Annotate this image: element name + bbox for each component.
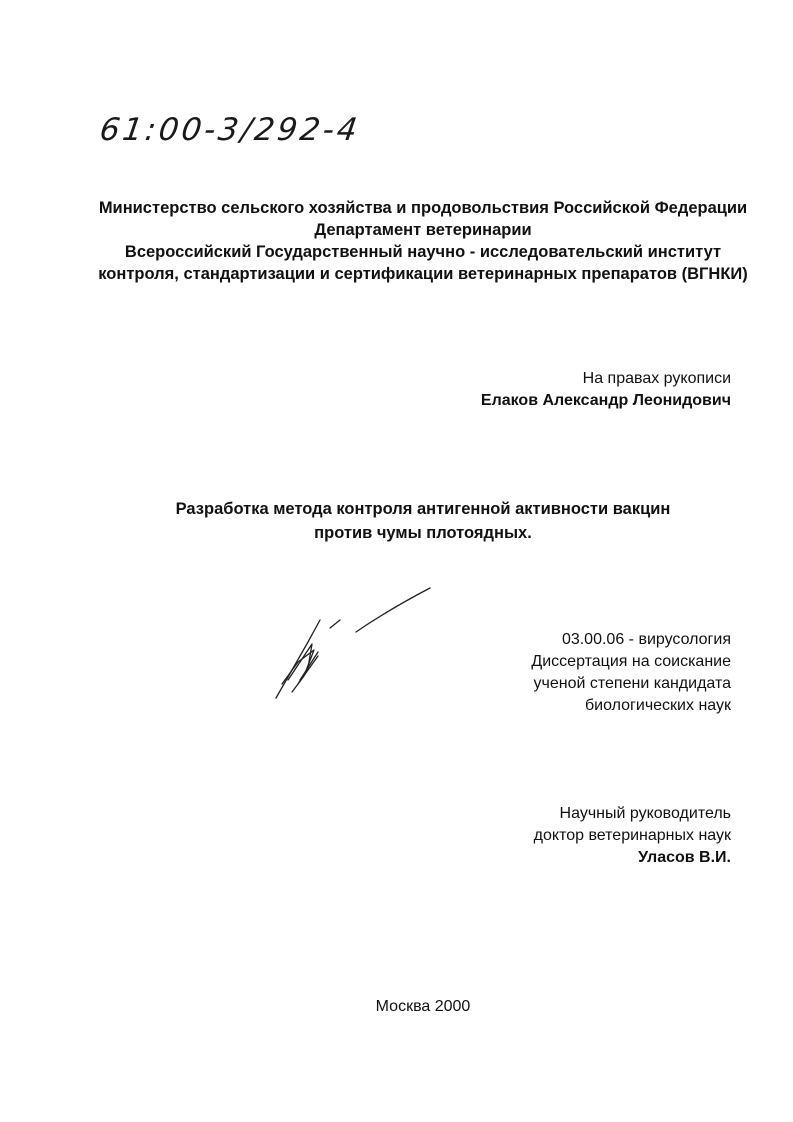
dissertation-purpose-line-1: Диссертация на соискание (531, 653, 731, 670)
advisor-block (534, 803, 731, 869)
manuscript-rights-block (481, 368, 731, 412)
city-year: Москва 2000 (375, 998, 471, 1015)
institute-line-2: контроля, стандартизации и сертификации ветеринарных препаратов (ВГНКИ) (98, 265, 748, 283)
department-line: Департамент ветеринарии (314, 221, 532, 239)
advisor-degree: доктор ветеринарных наук (533, 827, 731, 844)
thesis-title (60, 497, 786, 545)
specialty-block (531, 629, 731, 717)
thesis-title-line-1: Разработка метода контроля антигенной активности вакцин (175, 500, 671, 518)
advisor-role: Научный руководитель (559, 805, 731, 822)
institution-header (60, 197, 786, 285)
handwritten-archive-code: 61:00-3/292-4 (97, 112, 363, 148)
institute-line-1: Всероссийский Государственный научно - исследовательский институт (124, 243, 722, 261)
thesis-title-line-2: против чумы плотоядных. (314, 524, 532, 542)
dissertation-purpose-line-2: ученой степени кандидата (533, 675, 731, 692)
specialty-code: 03.00.06 - вирусология (561, 631, 731, 648)
handwritten-signature (268, 580, 448, 710)
advisor-name: Уласов В.И. (638, 849, 731, 866)
dissertation-purpose-line-3: биологических наук (584, 697, 731, 714)
rights-note: На правах рукописи (582, 370, 731, 387)
ministry-line: Министерство сельского хозяйства и продовольствия Российской Федерации (98, 199, 748, 217)
author-name: Елаков Александр Леонидович (480, 392, 731, 409)
